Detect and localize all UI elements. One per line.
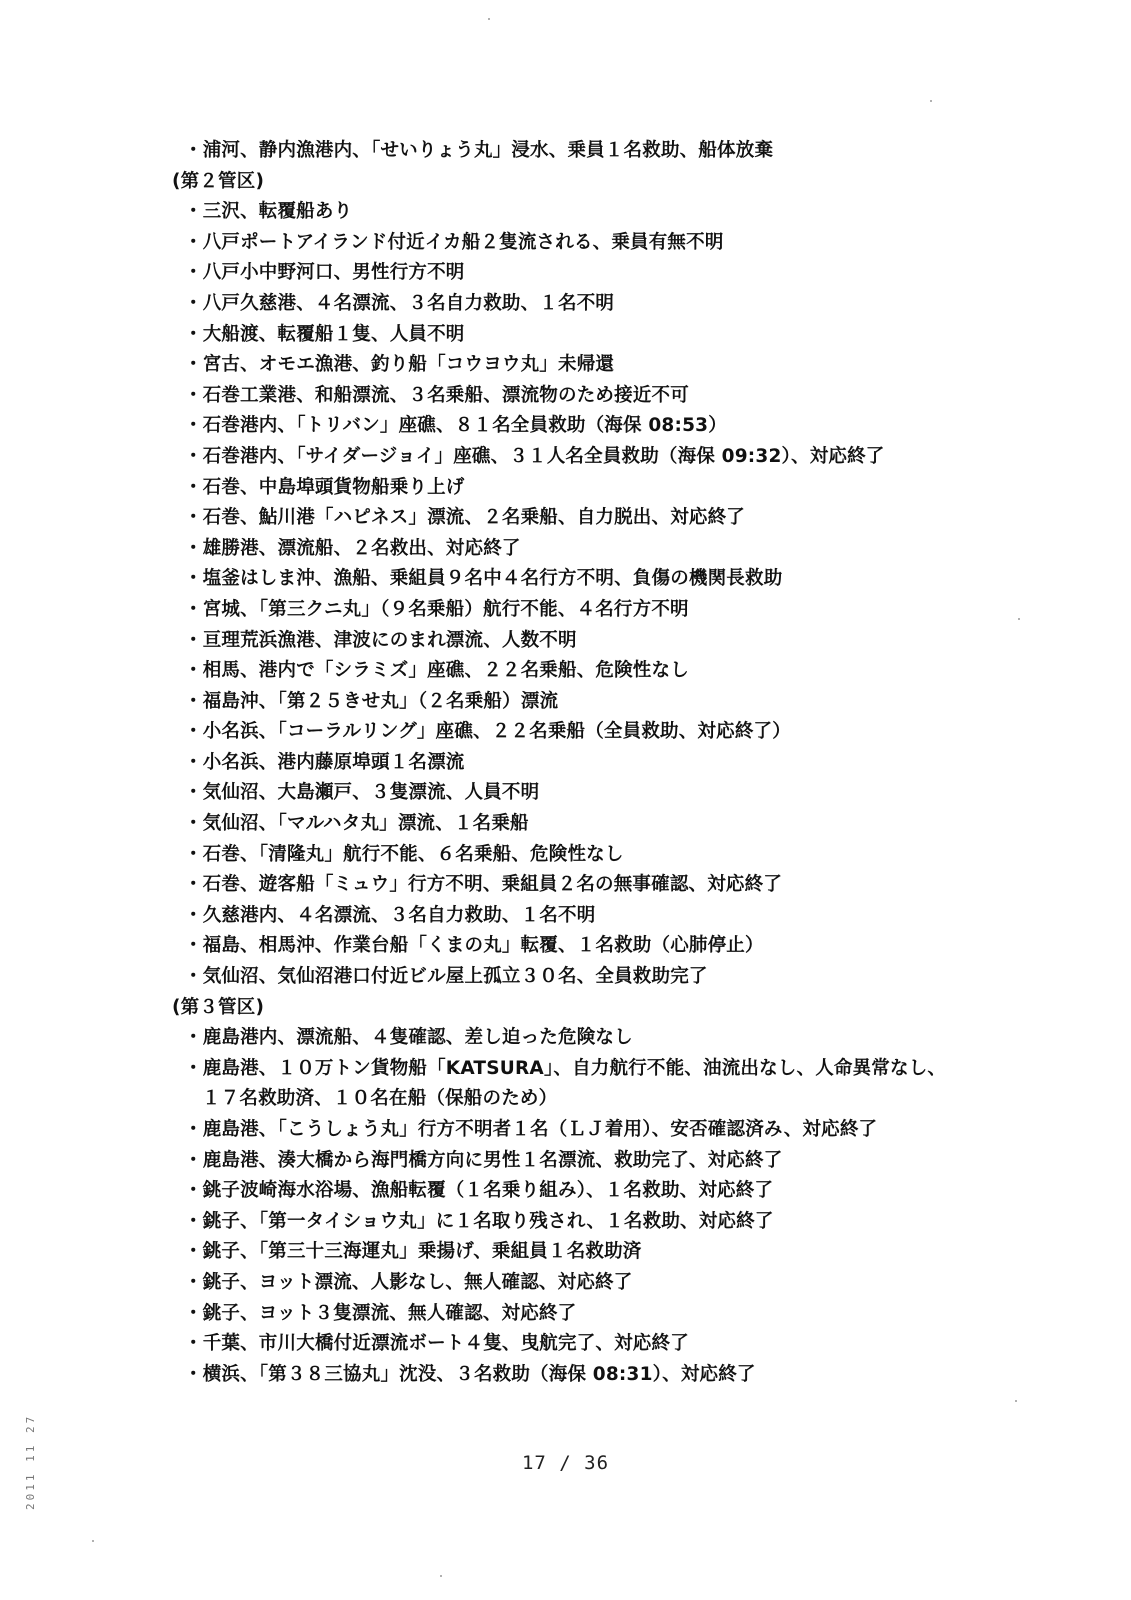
scan-speck — [440, 1575, 442, 1577]
list-item: ・鹿島港、１０万トン貨物船「KATSURA」、自力航行不能、油流出なし、人命異常なし、 — [184, 1057, 947, 1079]
list-item: ・亘理荒浜漁港、津波にのまれ漂流、人数不明 — [184, 629, 577, 651]
list-item: ・大船渡、転覆船１隻、人員不明 — [184, 323, 465, 345]
list-item: ・千葉、市川大橋付近漂流ボート４隻、曳航完了、対応終了 — [184, 1333, 689, 1355]
list-item: ・銚子、「第三十三海運丸」乗揚げ、乗組員１名救助済 — [184, 1241, 642, 1263]
list-item: ・浦河、静内漁港内、「せいりょう丸」浸水、乗員１名救助、船体放棄 — [184, 140, 774, 161]
page-number: 17 / 36 — [521, 1452, 610, 1474]
list-item: ・鹿島港、湊大橋から海門橋方向に男性１名漂流、救助完了、対応終了 — [184, 1149, 783, 1171]
list-item: ・石巻工業港、和船漂流、３名乗船、漂流物のため接近不可 — [184, 384, 689, 406]
list-item: ・石巻港内、「トリバン」座礁、８１名全員救助（海保 08:53） — [184, 415, 727, 437]
list-item-continuation: １７名救助済、１０名在船（保船のため） — [202, 1088, 558, 1110]
list-item: ・石巻、「清隆丸」航行不能、６名乗船、危険性なし — [184, 843, 624, 865]
scan-speck — [488, 18, 490, 20]
list-item: ・宮城、「第三クニ丸」（９名乗船）航行不能、４名行方不明 — [184, 598, 689, 620]
list-item: ・小名浜、港内藤原埠頭１名漂流 — [184, 751, 465, 773]
list-item: ・銚子、ヨット漂流、人影なし、無人確認、対応終了 — [184, 1271, 633, 1293]
list-item: ・石巻、鮎川港「ハピネス」漂流、２名乗船、自力脱出、対応終了 — [184, 507, 746, 529]
scan-speck — [1015, 1400, 1017, 1402]
list-item: ・石巻、中島埠頭貨物船乗り上げ — [184, 476, 465, 498]
list-item: ・福島、相馬沖、作業台船「くまの丸」転覆、１名救助（心肺停止） — [184, 935, 764, 957]
list-item: ・気仙沼、大島瀬戸、３隻漂流、人員不明 — [184, 782, 540, 804]
margin-stamp: 2011 11 27 — [24, 1413, 37, 1510]
list-item: ・銚子、ヨット３隻漂流、無人確認、対応終了 — [184, 1302, 577, 1324]
list-item: ・銚子波崎海水浴場、漁船転覆（１名乗り組み）、１名救助、対応終了 — [184, 1180, 774, 1202]
section-heading: (第３管区) — [172, 996, 265, 1018]
list-item: ・八戸小中野河口、男性行方不明 — [184, 262, 465, 284]
list-item: ・八戸ポートアイランド付近イカ船２隻流される、乗員有無不明 — [184, 231, 724, 253]
list-item: ・福島沖、「第２５きせ丸」（２名乗船）漂流 — [184, 690, 559, 712]
list-item: ・久慈港内、４名漂流、３名自力救助、１名不明 — [184, 904, 596, 926]
scan-speck — [1018, 618, 1020, 620]
list-item: ・相馬、港内で「シラミズ」座礁、２２名乗船、危険性なし — [184, 660, 689, 682]
scan-speck — [930, 100, 932, 102]
list-item: ・石巻、遊客船「ミュウ」行方不明、乗組員２名の無事確認、対応終了 — [184, 874, 783, 896]
document-body — [172, 136, 1072, 1390]
list-item: ・鹿島港内、漂流船、４隻確認、差し迫った危険なし — [184, 1027, 633, 1049]
scan-speck — [92, 1540, 94, 1542]
section-heading: (第２管区) — [172, 170, 265, 192]
list-item: ・雄勝港、漂流船、２名救出、対応終了 — [184, 537, 521, 559]
list-item: ・気仙沼、気仙沼港口付近ビル屋上孤立３０名、全員救助完了 — [184, 966, 708, 988]
list-item: ・小名浜、「コーラルリング」座礁、２２名乗船（全員救助、対応終了） — [184, 721, 791, 743]
list-item: ・鹿島港、「こうしょう丸」行方不明者１名（ＬＪ着用）、安否確認済み、対応終了 — [184, 1119, 878, 1140]
list-item: ・横浜、「第３８三協丸」沈没、３名救助（海保 08:31）、対応終了 — [184, 1363, 756, 1385]
list-item: ・塩釜はしま沖、漁船、乗組員９名中４名行方不明、負傷の機関長救助 — [184, 568, 783, 590]
list-item: ・気仙沼、「マルハタ丸」漂流、１名乗船 — [184, 813, 529, 835]
list-item: ・三沢、転覆船あり — [184, 201, 353, 223]
list-item: ・宮古、オモエ漁港、釣り船「コウヨウ丸」未帰還 — [184, 354, 615, 376]
list-item: ・銚子、「第一タイショウ丸」に１名取り残され、１名救助、対応終了 — [184, 1210, 774, 1232]
list-item: ・八戸久慈港、４名漂流、３名自力救助、１名不明 — [184, 292, 615, 314]
list-item: ・石巻港内、「サイダージョイ」座礁、３１人名全員救助（海保 09:32）、対応終了 — [184, 445, 885, 467]
